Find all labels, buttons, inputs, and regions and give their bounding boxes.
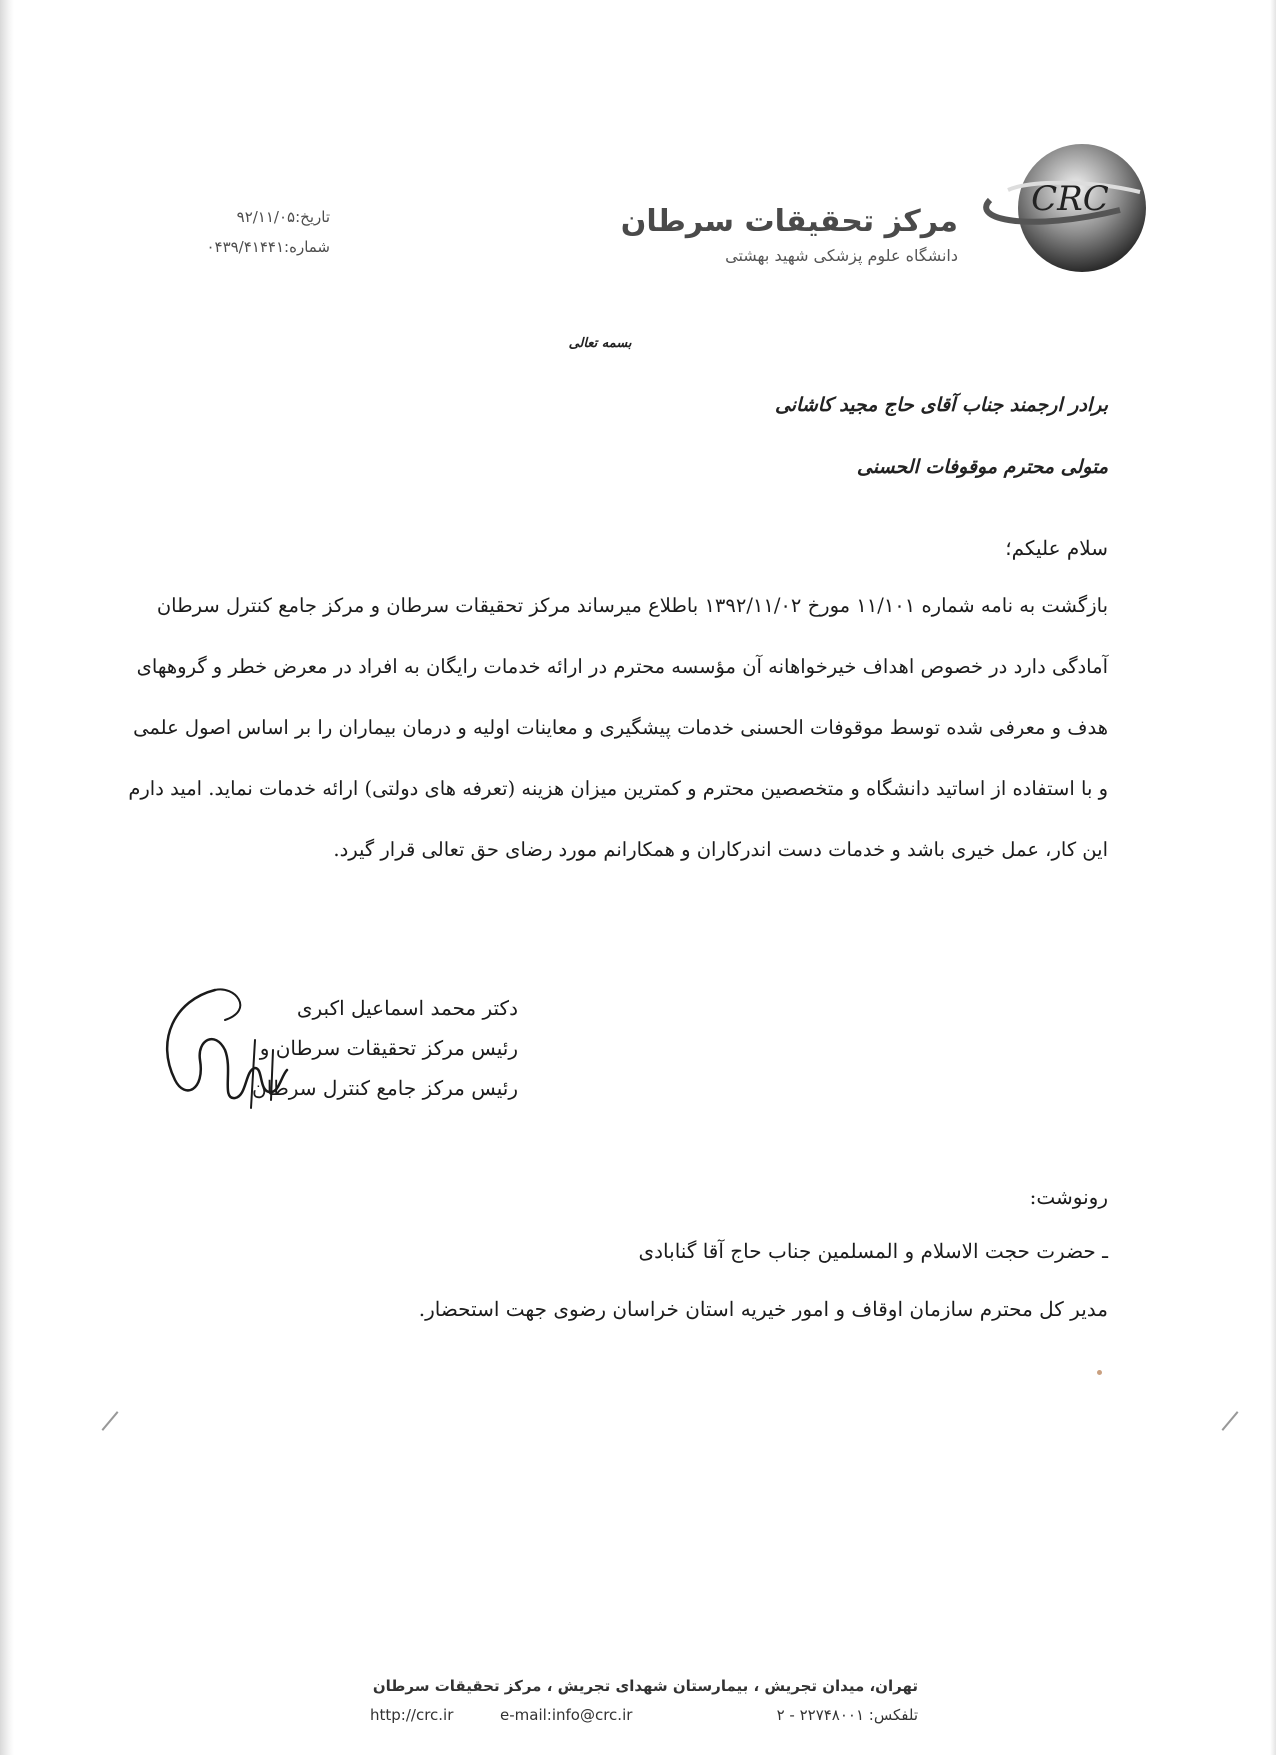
footer-website: http://crc.ir	[370, 1706, 454, 1724]
footer-contact	[370, 1706, 918, 1726]
organization-name: مرکز تحقیقات سرطان	[620, 204, 958, 239]
cc-item: مدیر کل محترم سازمان اوقاف و امور خیریه استان خراسان رضوی جهت استحضار.	[418, 1297, 1108, 1321]
number-line	[150, 232, 330, 262]
cc-title: رونوشت:	[1029, 1185, 1108, 1209]
handwritten-signature	[155, 980, 305, 1120]
body-line: و با استفاده از اساتید دانشگاه و متخصصین محترم و کمترین میزان هزینه (تعرفه های دولتی) ارائه خدمات نماید. امید دارم	[128, 777, 1108, 800]
letter-body	[128, 586, 1108, 891]
body-line: بازگشت به نامه شماره ۱۱/۱۰۱ مورخ ۱۳۹۲/۱۱/۰۲ باطلاع میرساند مرکز تحقیقات سرطان و مرکز جامع کنترل سرطان	[156, 594, 1108, 617]
scan-mark	[1222, 1411, 1239, 1431]
number-value: ۰۴۳۹/۴۱۴۴۱	[206, 238, 285, 256]
svg-text:CRC: CRC	[1031, 179, 1109, 219]
body-line: هدف و معرفی شده توسط موقوفات الحسنی خدمات پیشگیری و معاینات اولیه و درمان بیماران را بر اساس اصول علمی	[133, 716, 1108, 739]
letter-meta	[150, 202, 330, 262]
cc-item: ـ حضرت حجت الاسلام و المسلمین جناب حاج آقا گنابادی	[638, 1239, 1108, 1263]
date-label: تاریخ:	[295, 208, 330, 226]
cc-block	[419, 1172, 1108, 1338]
date-line	[150, 202, 330, 232]
signer-title-2: رئیس مرکز جامع کنترل سرطان	[252, 1076, 518, 1100]
greeting: سلام علیکم؛	[1005, 536, 1108, 560]
footer-email: e-mail:info@crc.ir	[500, 1706, 633, 1724]
footer-phone: تلفکس: ۲۲۷۴۸۰۰۱ - ۲	[776, 1706, 918, 1724]
signer-name: دکتر محمد اسماعیل اکبری	[296, 996, 518, 1020]
scan-left-edge	[0, 0, 14, 1755]
date-value: ۹۲/۱۱/۰۵	[236, 208, 296, 226]
recipient-name-handwritten: برادر ارجمند جناب آقای حاج مجید کاشانی	[774, 394, 1108, 416]
signer-title-1: رئیس مرکز تحقیقات سرطان و	[259, 1036, 518, 1060]
bismillah-handwritten: بسمه تعالی	[568, 336, 632, 351]
scan-mark	[102, 1411, 119, 1431]
scan-right-edge	[1270, 0, 1276, 1755]
body-line: آمادگی دارد در خصوص اهداف خیرخواهانه آن مؤسسه محترم در ارائه خدمات رایگان به افراد در معرض خطر و گروههای	[136, 655, 1108, 678]
scan-dot	[1097, 1370, 1102, 1375]
body-line: این کار، عمل خیری باشد و خدمات دست اندرکاران و همکارانم مورد رضای حق تعالی قرار گیرد.	[333, 838, 1108, 861]
number-label: شماره:	[284, 238, 330, 256]
footer-address: تهران، میدان تجریش ، بیمارستان شهدای تجریش ، مرکز تحقیقات سرطان	[372, 1677, 918, 1695]
recipient-title-handwritten: متولی محترم موقوفات الحسنی	[856, 456, 1108, 478]
footer-address-block	[373, 1672, 918, 1700]
crc-logo	[970, 140, 1170, 280]
university-name: دانشگاه علوم پزشکی شهید بهشتی	[725, 246, 958, 265]
